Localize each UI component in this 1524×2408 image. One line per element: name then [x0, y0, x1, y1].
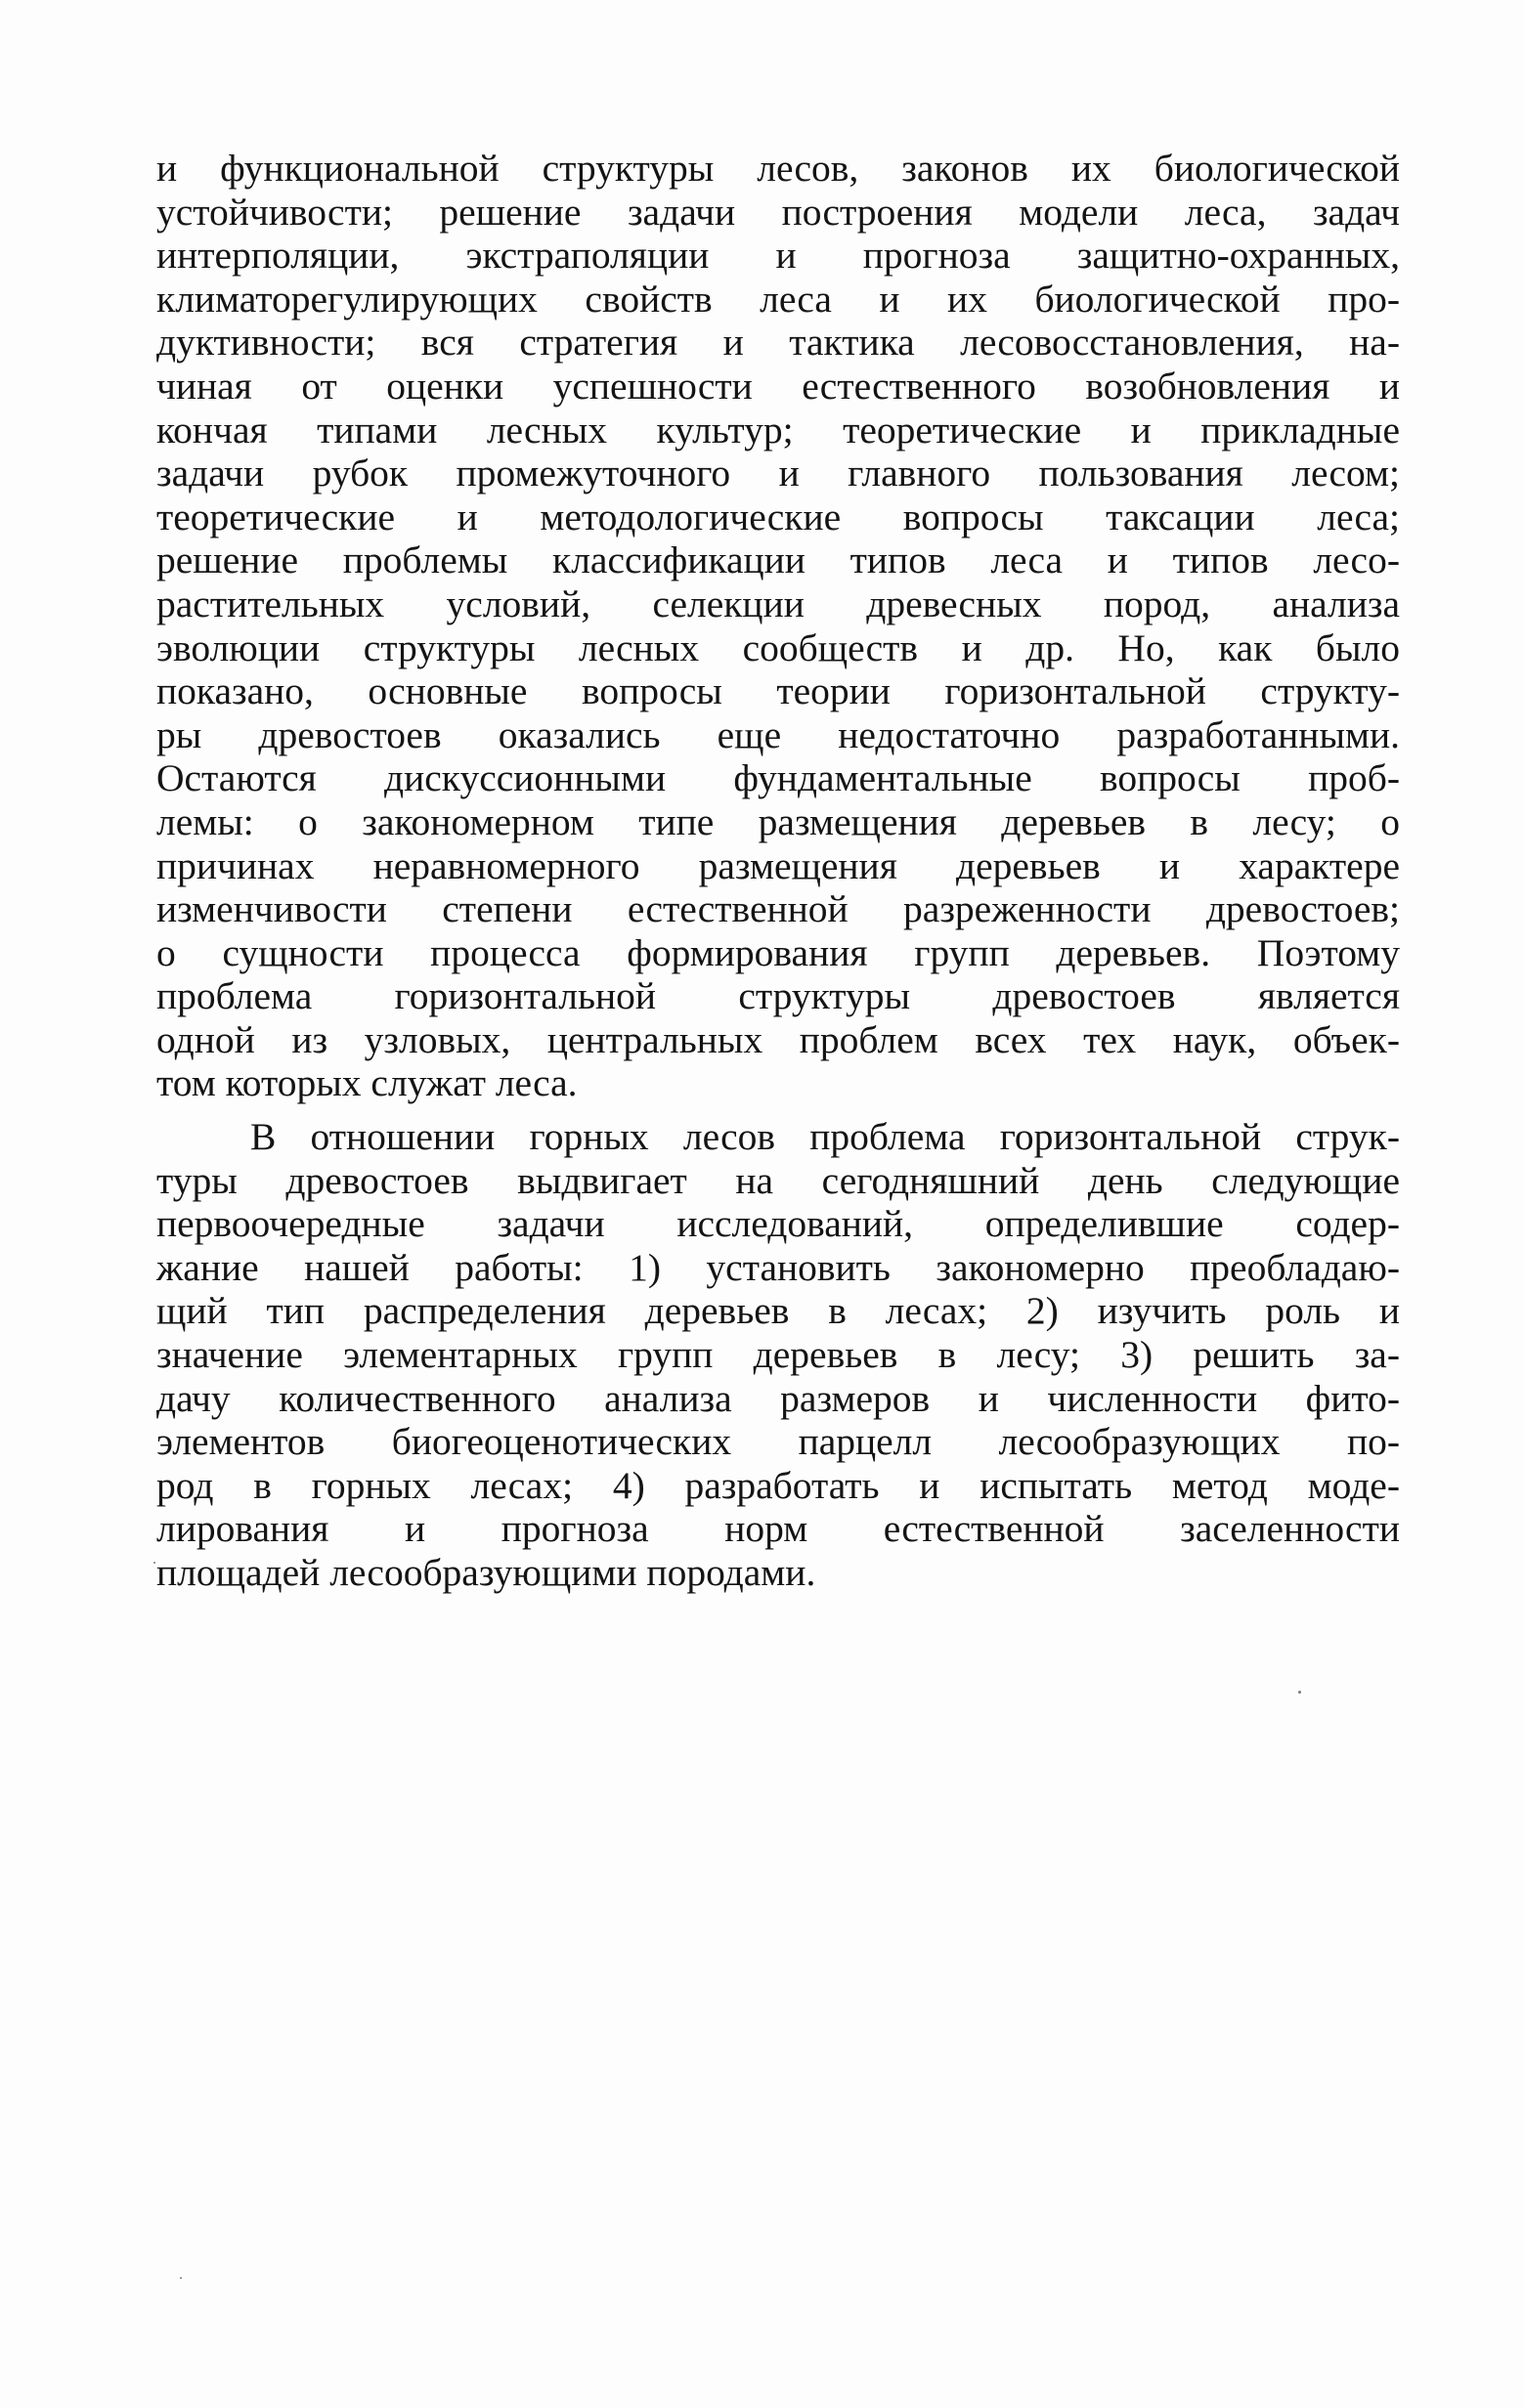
text-line: первоочередные задачи исследований, определившие содер- [156, 1202, 1400, 1246]
paragraph-gap [156, 1105, 1400, 1115]
text-line: щий тип распределения деревьев в лесах; 2) изучить роль и [156, 1289, 1400, 1333]
text-line: теоретические и методологические вопросы таксации леса; [156, 494, 1400, 538]
text-line: элементов биогеоценотических парцелл лесообразующих по- [156, 1420, 1400, 1464]
text-line: Остаются дискуссионными фундаментальные вопросы проб- [156, 756, 1400, 800]
text-line: жание нашей работы: 1) установить закономерно преобладаю- [156, 1245, 1400, 1289]
text-line: растительных условий, селекции древесных пород, анализа [156, 581, 1400, 625]
text-line: проблема горизонтальной структуры древостоев является [156, 974, 1400, 1018]
text-line: интерполяции, экстраполяции и прогноза защитно-охранных, [156, 234, 1400, 278]
body-text [156, 147, 1400, 1595]
scan-speck [180, 2277, 182, 2279]
text-line: значение элементарных групп деревьев в лесу; 3) решить за- [156, 1333, 1400, 1377]
paragraph-2 [156, 1115, 1400, 1595]
text-line: лемы: о закономерном типе размещения деревьев в лесу; о [156, 799, 1400, 843]
text-line: устойчивости; решение задачи построения модели леса, задач [156, 190, 1400, 234]
text-line: климаторегулирующих свойств леса и их биологической про- [156, 277, 1400, 321]
text-line: ры древостоев оказались еще недостаточно разработанными. [156, 712, 1400, 756]
text-line: показано, основные вопросы теории горизонтальной структу- [156, 669, 1400, 713]
text-line: и функциональной структуры лесов, законов их биологической [156, 147, 1400, 190]
text-line: дуктивности; вся стратегия и тактика лесовосстановления, на- [156, 321, 1400, 365]
text-line: причинах неравномерного размещения деревьев и характере [156, 843, 1400, 887]
text-line: кончая типами лесных культур; теоретические и прикладные [156, 408, 1400, 452]
text-line: площадей лесообразующими породами. [156, 1551, 816, 1594]
text-line: чиная от оценки успешности естественного возобновления и [156, 364, 1400, 408]
scan-speck [1298, 1691, 1301, 1694]
text-line: решение проблемы классификации типов леса и типов лесо- [156, 538, 1400, 582]
text-line: род в горных лесах; 4) разработать и испытать метод моде- [156, 1463, 1400, 1507]
text-line: изменчивости степени естественной разреженности древостоев; [156, 887, 1400, 931]
paragraph-1 [156, 147, 1400, 1105]
scan-speck [153, 1562, 155, 1564]
text-line: эволюции структуры лесных сообществ и др. Но, как было [156, 625, 1400, 669]
text-line: туры древостоев выдвигает на сегодняшний день следующие [156, 1158, 1400, 1202]
text-line: одной из узловых, центральных проблем всех тех наук, объек- [156, 1017, 1400, 1061]
text-line: В отношении горных лесов проблема горизонтальной струк- [250, 1115, 1400, 1159]
text-line: о сущности процесса формирования групп деревьев. Поэтому [156, 930, 1400, 974]
text-line: лирования и прогноза норм естественной заселенности [156, 1507, 1400, 1551]
text-line: задачи рубок промежуточного и главного пользования лесом; [156, 452, 1400, 495]
text-line: том которых служат леса. [156, 1061, 578, 1105]
text-line: дачу количественного анализа размеров и численности фито- [156, 1376, 1400, 1420]
